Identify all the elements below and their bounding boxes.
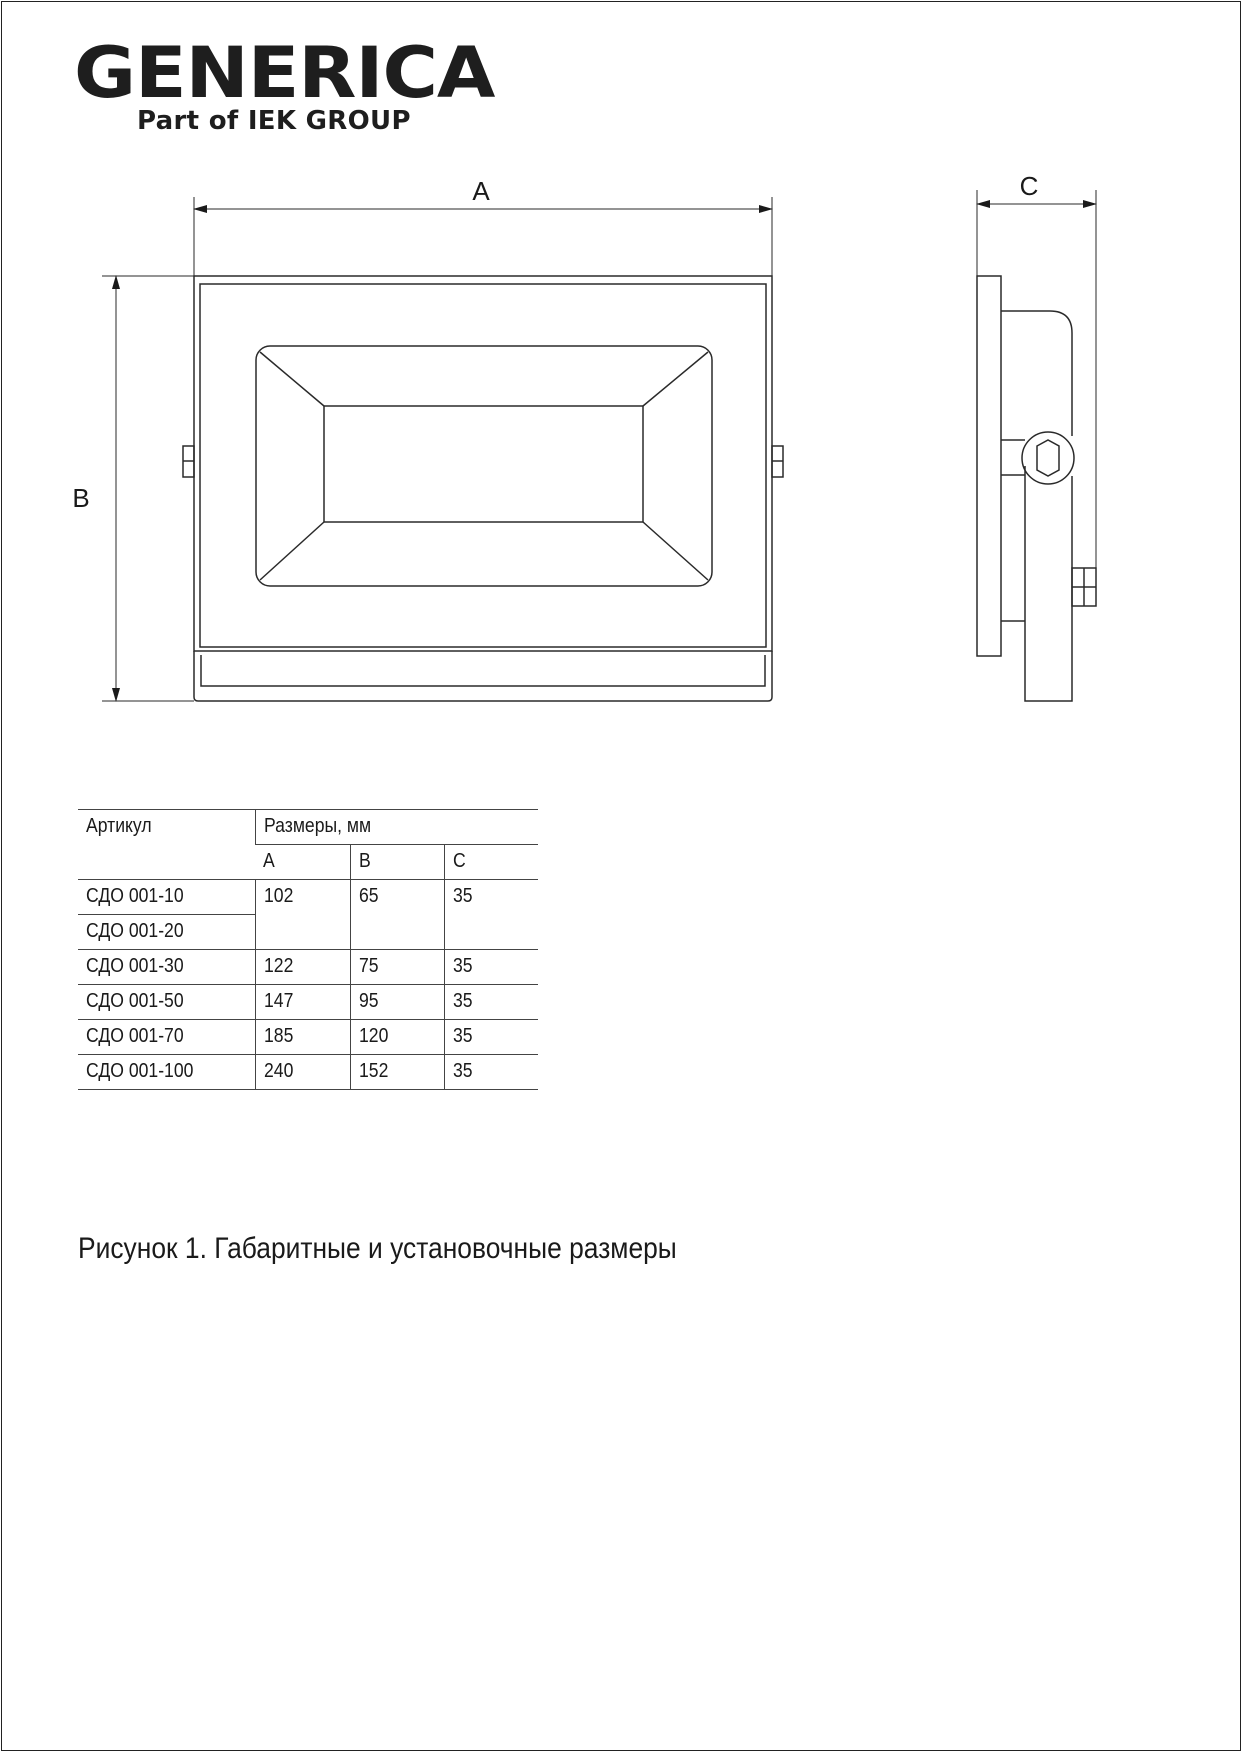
dim-c-cell: 35 xyxy=(444,1020,538,1055)
article-cell: СДО 001-30 xyxy=(78,950,255,985)
table-header-row xyxy=(78,810,538,845)
article-cell: СДО 001-100 xyxy=(78,1055,255,1090)
technical-drawing xyxy=(0,0,1244,760)
dimension-a xyxy=(194,197,772,276)
dim-a-cell: 102 xyxy=(255,880,350,950)
table-row xyxy=(78,985,538,1020)
figure-caption: Рисунок 1. Габаритные и установочные размеры xyxy=(78,1232,677,1265)
table-row xyxy=(78,1020,538,1055)
header-col-c: C xyxy=(444,845,538,880)
table-row xyxy=(78,950,538,985)
dim-b-cell: 95 xyxy=(350,985,444,1020)
table-row xyxy=(78,1055,538,1090)
dim-c-cell: 35 xyxy=(444,880,538,950)
header-dimensions: Размеры, мм xyxy=(255,810,538,845)
dimensions-table xyxy=(78,809,538,1090)
header-article: Артикул xyxy=(78,810,255,880)
dim-a-cell: 185 xyxy=(255,1020,350,1055)
dimension-label-b: B xyxy=(72,483,90,513)
dim-a-cell: 240 xyxy=(255,1055,350,1090)
logo-subline: Part of IEK GROUP xyxy=(137,106,411,136)
dim-c-cell: 35 xyxy=(444,985,538,1020)
dimension-b xyxy=(102,276,194,701)
dim-c-cell: 35 xyxy=(444,1055,538,1090)
article-cell: СДО 001-50 xyxy=(78,985,255,1020)
dimension-c xyxy=(977,190,1096,568)
logo-wordmark: GENERICA xyxy=(74,32,495,114)
article-cell: СДО 001-10 xyxy=(78,880,255,915)
article-cell: СДО 001-20 xyxy=(78,915,255,950)
dim-b-cell: 65 xyxy=(350,880,444,950)
dim-b-cell: 152 xyxy=(350,1055,444,1090)
dimension-label-c: C xyxy=(1019,171,1039,201)
header-col-a: A xyxy=(255,845,350,880)
dim-c-cell: 35 xyxy=(444,950,538,985)
dimension-label-a: A xyxy=(472,176,490,206)
dim-a-cell: 147 xyxy=(255,985,350,1020)
article-cell: СДО 001-70 xyxy=(78,1020,255,1055)
dim-a-cell: 122 xyxy=(255,950,350,985)
dim-b-cell: 75 xyxy=(350,950,444,985)
dim-b-cell: 120 xyxy=(350,1020,444,1055)
side-view xyxy=(977,276,1096,701)
header-col-b: B xyxy=(350,845,444,880)
front-view xyxy=(183,276,783,701)
table-row xyxy=(78,880,538,915)
